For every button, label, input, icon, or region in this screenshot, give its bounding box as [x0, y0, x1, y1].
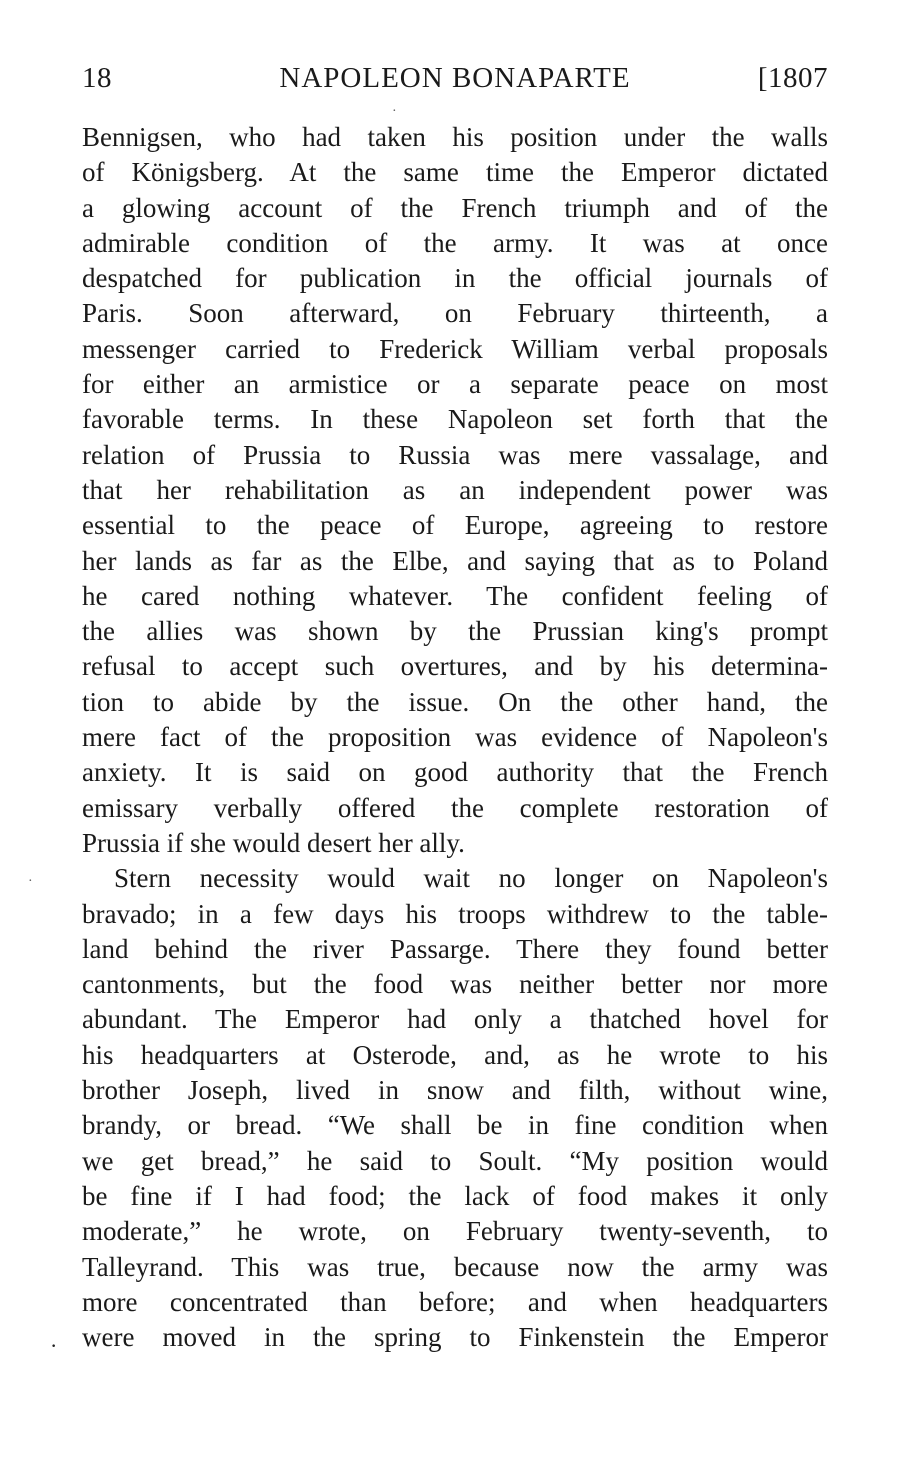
text-line: for either an armistice or a separate peace on most — [82, 369, 828, 400]
text-line: we get bread,” he said to Soult. “My position would — [82, 1145, 828, 1176]
text-line: brother Joseph, lived in snow and filth, without wine, — [82, 1075, 828, 1106]
paragraph — [82, 861, 828, 1355]
text-line: bravado; in a few days his troops withdrew to the table- — [82, 898, 828, 929]
scan-speck: · — [392, 104, 397, 119]
text-line: abundant. The Emperor had only a thatched hovel for — [82, 1004, 828, 1035]
text-line: mere fact of the proposition was evidence of Napoleon's — [82, 722, 828, 753]
text-line: essential to the peace of Europe, agreeing to restore — [82, 510, 828, 541]
page-header — [82, 58, 828, 98]
text-line: of Königsberg. At the same time the Emperor dictated — [82, 157, 828, 188]
text-line: favorable terms. In these Napoleon set forth that the — [82, 404, 828, 435]
text-line: admirable condition of the army. It was at once — [82, 227, 828, 258]
text-line: tion to abide by the issue. On the other hand, the — [82, 686, 828, 717]
paragraph — [82, 120, 828, 861]
text-line: moderate,” he wrote, on February twenty-seventh, to — [82, 1216, 828, 1247]
text-line: Paris. Soon afterward, on February thirteenth, a — [82, 298, 828, 329]
text-line: a glowing account of the French triumph and of the — [82, 192, 828, 223]
text-line: Stern necessity would wait no longer on Napoleon's — [114, 863, 828, 894]
scan-speck: · — [50, 1333, 58, 1358]
running-title: NAPOLEON BONAPARTE — [279, 62, 631, 94]
year-marker: [1807 — [757, 62, 828, 94]
text-line: land behind the river Passarge. There they found better — [82, 933, 828, 964]
text-line: more concentrated than before; and when headquarters — [82, 1286, 828, 1317]
text-line: anxiety. It is said on good authority that the French — [82, 757, 828, 788]
text-line: he cared nothing whatever. The confident feeling of — [82, 580, 828, 611]
text-line: his headquarters at Osterode, and, as he wrote to his — [82, 1039, 828, 1070]
text-line: refusal to accept such overtures, and by his determina- — [82, 651, 828, 682]
text-line: Bennigsen, who had taken his position under the walls — [82, 122, 828, 152]
text-line: emissary verbally offered the complete restoration of — [82, 792, 828, 823]
text-line: were moved in the spring to Finkenstein the Emperor — [82, 1322, 828, 1353]
paragraphs — [82, 120, 828, 1355]
text-line: be fine if I had food; the lack of food makes it only — [82, 1180, 828, 1211]
text-line: the allies was shown by the Prussian king's prompt — [82, 616, 828, 647]
scan-speck: · — [28, 874, 33, 889]
text-line: messenger carried to Frederick William verbal proposals — [82, 333, 828, 364]
text-line: despatched for publication in the official journals of — [82, 263, 828, 294]
text-line: her lands as far as the Elbe, and saying that as to Poland — [82, 545, 828, 576]
text-line: Talleyrand. This was true, because now the army was — [82, 1251, 828, 1282]
text-line: that her rehabilitation as an independent power was — [82, 474, 828, 505]
text-line: Prussia if she would desert her ally. — [82, 827, 465, 858]
text-line: cantonments, but the food was neither better nor more — [82, 969, 828, 1000]
text-line: brandy, or bread. “We shall be in fine condition when — [82, 1110, 828, 1141]
text-line: relation of Prussia to Russia was mere vassalage, and — [82, 439, 828, 470]
body-text — [82, 120, 828, 1355]
page-number: 18 — [82, 62, 112, 94]
